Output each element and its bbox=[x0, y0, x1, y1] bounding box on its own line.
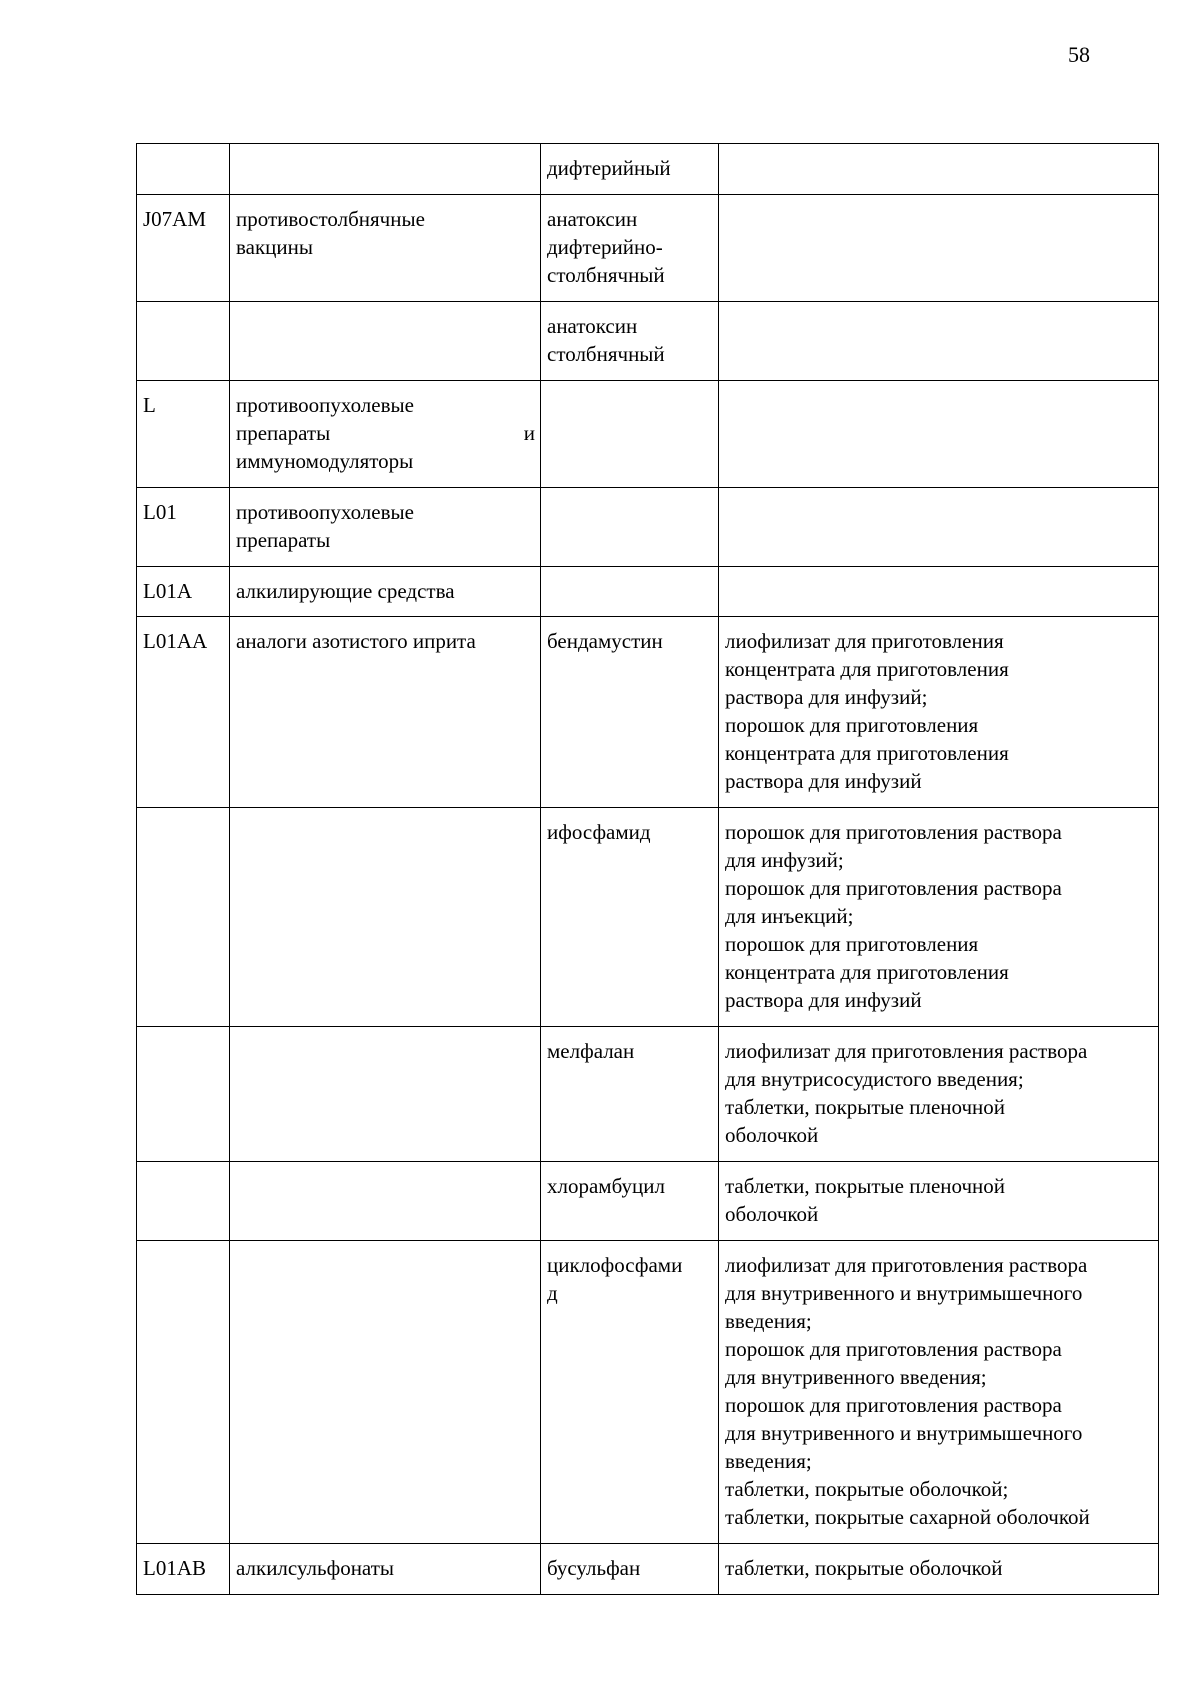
dosage-forms-cell bbox=[719, 567, 1159, 617]
atc-code-cell: L01 bbox=[137, 488, 230, 567]
group-name-cell bbox=[230, 1162, 541, 1241]
drug-table bbox=[136, 143, 1159, 1595]
dosage-forms-cell bbox=[719, 488, 1159, 567]
table-row bbox=[137, 567, 1159, 617]
drug-name-cell: бусульфан bbox=[541, 1544, 719, 1595]
atc-code-cell bbox=[137, 1162, 230, 1241]
drug-name-cell bbox=[541, 381, 719, 488]
table-row bbox=[137, 1027, 1159, 1162]
atc-code-cell: L01AA bbox=[137, 617, 230, 808]
atc-code-cell bbox=[137, 808, 230, 1027]
drug-name-cell: хлорамбуцил bbox=[541, 1162, 719, 1241]
table-row bbox=[137, 302, 1159, 381]
dosage-forms-cell bbox=[719, 302, 1159, 381]
group-name-cell: противостолбнячные вакцины bbox=[230, 195, 541, 302]
atc-code-cell: L01A bbox=[137, 567, 230, 617]
drug-name-cell: анатоксин столбнячный bbox=[541, 302, 719, 381]
dosage-forms-cell bbox=[719, 381, 1159, 488]
dosage-forms-cell: лиофилизат для приготовления раствора для внутривенного и внутримышечного введения; порошок для приготовления раствора для внутривенного введения; порошок для приготовления раствора для внутривенного и внутримышечного введения; таблетки, покрытые оболочкой; таблетки, покрытые сахарной оболочкой bbox=[719, 1241, 1159, 1544]
dosage-forms-cell: лиофилизат для приготовления концентрата для приготовления раствора для инфузий; порошок для приготовления концентрата для приготовления раствора для инфузий bbox=[719, 617, 1159, 808]
group-name-line: противоопухолевые bbox=[236, 393, 414, 417]
drug-name-cell bbox=[541, 567, 719, 617]
table-row bbox=[137, 1162, 1159, 1241]
table-row bbox=[137, 195, 1159, 302]
page-number: 58 bbox=[1068, 42, 1090, 67]
group-name-cell: алкилсульфонаты bbox=[230, 1544, 541, 1595]
dosage-forms-cell bbox=[719, 144, 1159, 195]
group-name-cell: противоопухолевые препараты bbox=[230, 488, 541, 567]
atc-code-cell bbox=[137, 144, 230, 195]
table-row bbox=[137, 1241, 1159, 1544]
group-name-cell bbox=[230, 1241, 541, 1544]
group-name-line: иммуномодуляторы bbox=[236, 449, 414, 473]
group-name-word: и bbox=[523, 421, 535, 445]
table-row bbox=[137, 144, 1159, 195]
group-name-cell bbox=[230, 1027, 541, 1162]
group-name-cell bbox=[230, 808, 541, 1027]
group-name-cell bbox=[230, 302, 541, 381]
drug-name-cell: циклофосфами д bbox=[541, 1241, 719, 1544]
table-row bbox=[137, 808, 1159, 1027]
atc-code-cell: L bbox=[137, 381, 230, 488]
drug-name-cell: ифосфамид bbox=[541, 808, 719, 1027]
atc-code-cell: L01AB bbox=[137, 1544, 230, 1595]
atc-code-cell bbox=[137, 302, 230, 381]
table-row bbox=[137, 488, 1159, 567]
drug-name-cell: мелфалан bbox=[541, 1027, 719, 1162]
atc-code-cell bbox=[137, 1027, 230, 1162]
drug-name-cell: бендамустин bbox=[541, 617, 719, 808]
group-name-justified-line bbox=[236, 419, 535, 447]
atc-code-cell bbox=[137, 1241, 230, 1544]
dosage-forms-cell: таблетки, покрытые оболочкой bbox=[719, 1544, 1159, 1595]
group-name-cell bbox=[230, 381, 541, 488]
atc-code-cell: J07AM bbox=[137, 195, 230, 302]
dosage-forms-cell: порошок для приготовления раствора для инфузий; порошок для приготовления раствора для инъекций; порошок для приготовления концентрата для приготовления раствора для инфузий bbox=[719, 808, 1159, 1027]
drug-name-cell bbox=[541, 488, 719, 567]
drug-name-cell: анатоксин дифтерийно- столбнячный bbox=[541, 195, 719, 302]
group-name-word: препараты bbox=[236, 421, 331, 445]
dosage-forms-cell bbox=[719, 195, 1159, 302]
dosage-forms-cell: лиофилизат для приготовления раствора для внутрисосудистого введения; таблетки, покрытые пленочной оболочкой bbox=[719, 1027, 1159, 1162]
group-name-cell bbox=[230, 144, 541, 195]
drug-name-cell: дифтерийный bbox=[541, 144, 719, 195]
group-name-cell: алкилирующие средства bbox=[230, 567, 541, 617]
table-row bbox=[137, 1544, 1159, 1595]
table-row bbox=[137, 381, 1159, 488]
table-row bbox=[137, 617, 1159, 808]
dosage-forms-cell: таблетки, покрытые пленочной оболочкой bbox=[719, 1162, 1159, 1241]
group-name-cell: аналоги азотистого иприта bbox=[230, 617, 541, 808]
